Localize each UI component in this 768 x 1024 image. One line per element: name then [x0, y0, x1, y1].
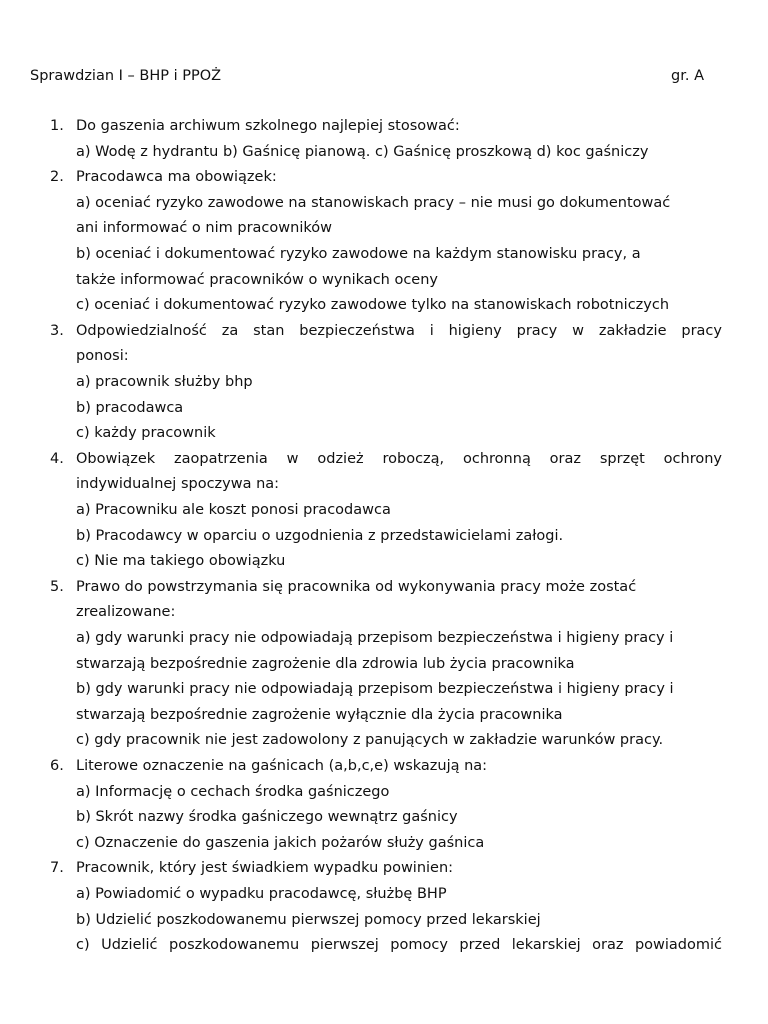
question-4-option-c: c) Nie ma takiego obowiązku — [76, 553, 286, 570]
question-1-text: Do gaszenia archiwum szkolnego najlepiej stosować: — [76, 118, 460, 134]
question-3-text-cont: ponosi: — [76, 348, 129, 365]
question-2-option-a-cont: ani informować o nim pracowników — [76, 220, 332, 237]
question-3-option-a: a) pracownik służby bhp — [76, 374, 253, 390]
question-5-text: Prawo do powstrzymania się pracownika od wykonywania pracy może zostać — [76, 578, 637, 595]
question-4-text-cont: indywidualnej spoczywa na: — [76, 476, 280, 493]
question-7-text: Pracownik, który jest świadkiem wypadku powinien: — [76, 860, 454, 877]
question-4-text: Obowiązek zaopatrzenia w odzież roboczą, ochronną oraz sprzęt ochrony — [76, 450, 722, 467]
question-6-option-c: c) Oznaczenie do gaszenia jakich pożarów służy gaśnica — [76, 834, 485, 851]
question-6-number: 6. — [50, 758, 64, 774]
question-6-option-a: a) Informację o cechach środka gaśniczego — [76, 783, 390, 800]
document-header — [30, 66, 704, 86]
question-5-option-b: b) gdy warunki pracy nie odpowiadają przepisom bezpieczeństwa i higieny pracy i — [76, 681, 674, 698]
question-2-option-b: b) oceniać i dokumentować ryzyko zawodowe na każdym stanowisku pracy, a — [76, 246, 641, 262]
question-2-number: 2. — [50, 169, 64, 186]
question-1-number: 1. — [50, 118, 64, 134]
question-2-option-a: a) oceniać ryzyko zawodowe na stanowiskach pracy – nie musi go dokumentować — [76, 194, 671, 211]
group-label: gr. A — [671, 68, 704, 84]
question-6-text: Literowe oznaczenie na gaśnicach (a,b,c,e) wskazują na: — [76, 758, 488, 774]
question-3-number: 3. — [50, 322, 64, 339]
question-4-number: 4. — [50, 450, 64, 467]
question-4-option-b: b) Pracodawcy w oparciu o uzgodnienia z przedstawicielami załogi. — [76, 527, 564, 544]
question-7-option-a: a) Powiadomić o wypadku pracodawcę, służbę BHP — [76, 886, 447, 902]
question-2-option-c: c) oceniać i dokumentować ryzyko zawodowe tylko na stanowiskach robotniczych — [76, 297, 670, 314]
question-3-option-c: c) każdy pracownik — [76, 425, 216, 442]
question-4-option-a: a) Pracowniku ale koszt ponosi pracodawca — [76, 502, 391, 518]
question-2-text: Pracodawca ma obowiązek: — [76, 169, 277, 186]
question-7-option-b: b) Udzielić poszkodowanemu pierwszej pomocy przed lekarskiej — [76, 911, 541, 928]
question-3-option-b: b) pracodawca — [76, 399, 184, 416]
question-1-answers: a) Wodę z hydrantu b) Gaśnicę pianową. c) Gaśnicę proszkową d) koc gaśniczy — [76, 143, 649, 160]
question-6-option-b: b) Skrót nazwy środka gaśniczego wewnątrz gaśnicy — [76, 809, 458, 826]
question-7-number: 7. — [50, 860, 64, 877]
question-5-option-a-cont: stwarzają bezpośrednie zagrożenie dla zdrowia lub życia pracownika — [76, 655, 575, 672]
test-title: Sprawdzian I – BHP i PPOŻ — [30, 68, 222, 84]
question-5-text-cont: zrealizowane: — [76, 604, 176, 621]
question-5-number: 5. — [50, 578, 64, 595]
question-7-option-c: c) Udzielić poszkodowanemu pierwszej pomocy przed lekarskiej oraz powiadomić — [76, 937, 722, 954]
question-5-option-a: a) gdy warunki pracy nie odpowiadają przepisom bezpieczeństwa i higieny pracy i — [76, 630, 674, 646]
question-5-option-c: c) gdy pracownik nie jest zadowolony z panujących w zakładzie warunków pracy. — [76, 732, 664, 749]
question-2-option-b-cont: także informować pracowników o wynikach oceny — [76, 271, 438, 288]
question-5-option-b-cont: stwarzają bezpośrednie zagrożenie wyłącznie dla życia pracownika — [76, 706, 563, 723]
question-3-text: Odpowiedzialność za stan bezpieczeństwa i higieny pracy w zakładzie pracy — [76, 322, 722, 339]
